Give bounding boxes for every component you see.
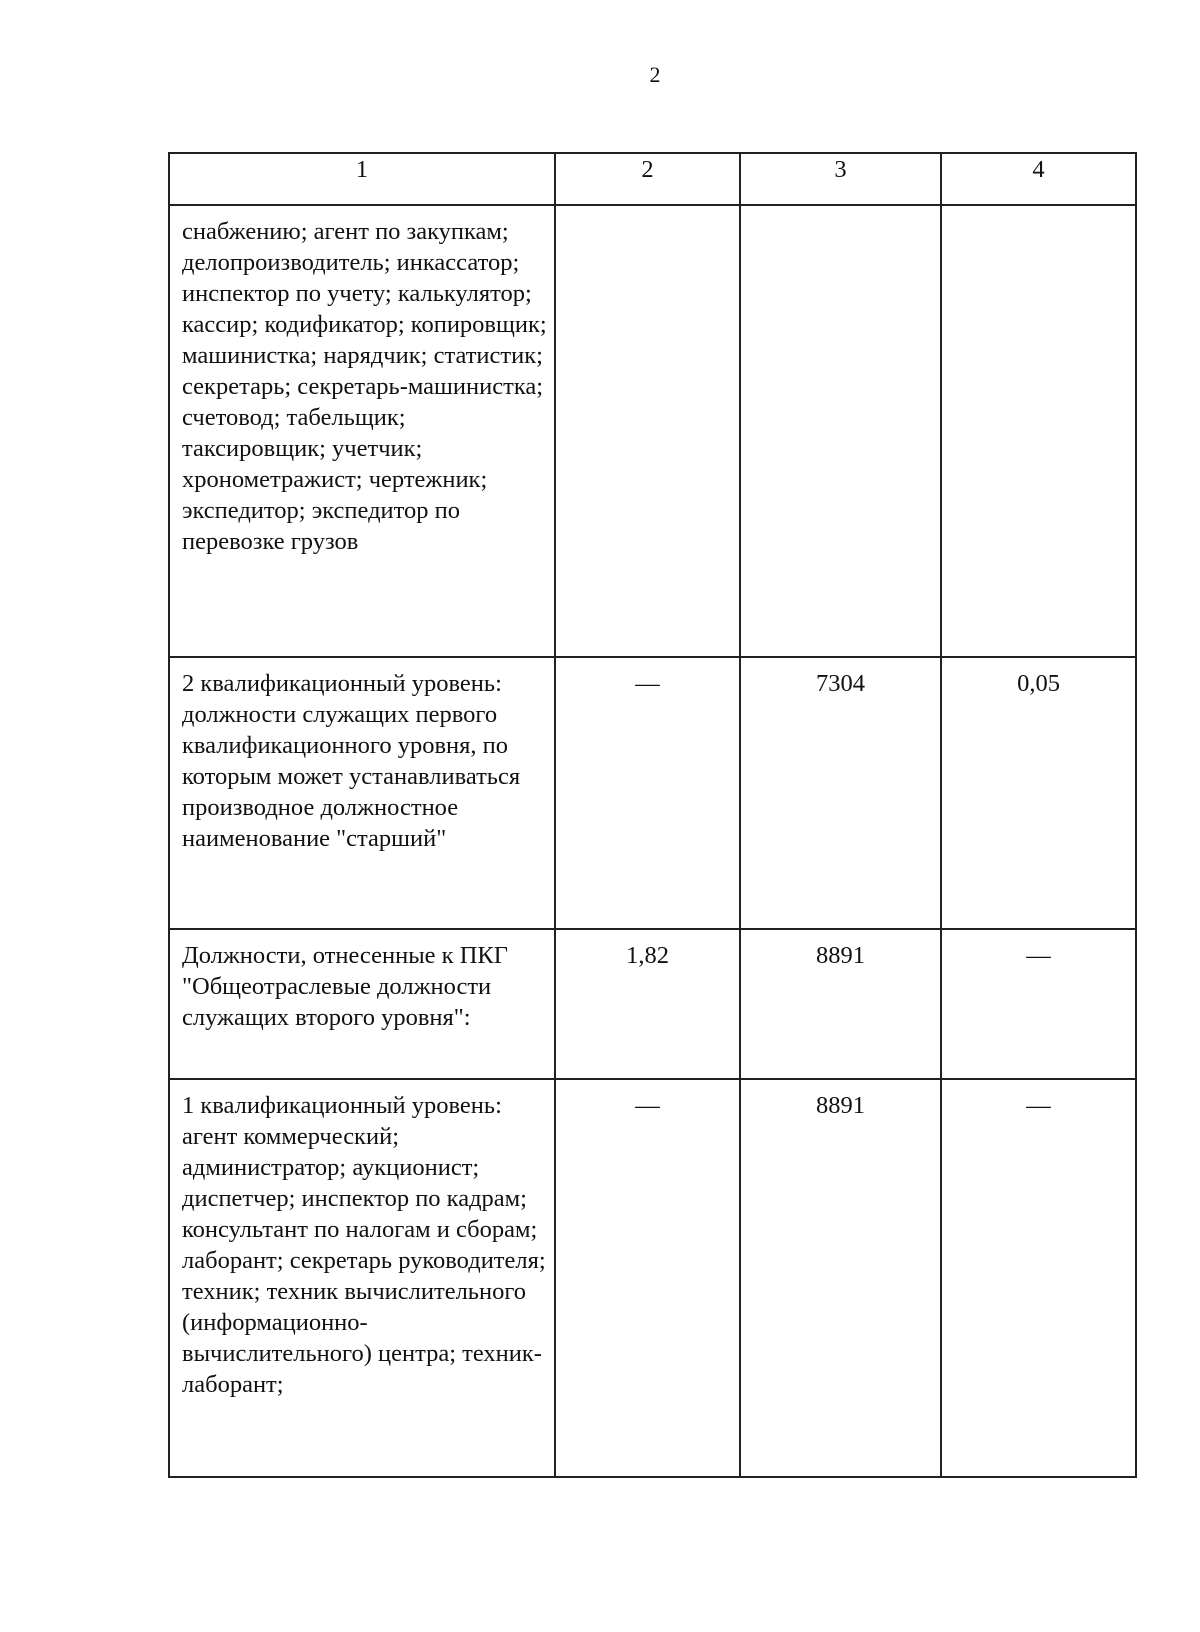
table-row	[169, 1079, 1136, 1477]
increase-coefficient-cell: —	[941, 1079, 1136, 1477]
column-header-2: 2	[555, 153, 740, 205]
table-row	[169, 205, 1136, 657]
column-header-1: 1	[169, 153, 555, 205]
position-description: снабжению; агент по закупкам; делопроизводитель; инкассатор; инспектор по учету; калькулятор; кассир; кодификатор; копировщик; машинистка; нарядчик; статистик; секретарь; секретарь-машинистка; счетовод; табельщик; таксировщик; учетчик; хронометражист; чертежник; экспедитор; экспедитор по перевозке грузов	[169, 205, 555, 657]
coefficient-cell: —	[555, 1079, 740, 1477]
page-number: 2	[649, 62, 661, 87]
column-header-4: 4	[941, 153, 1136, 205]
position-description: Должности, отнесенные к ПКГ "Общеотраслевые должности служащих второго уровня":	[169, 929, 555, 1079]
salary-cell: 7304	[740, 657, 941, 929]
coefficient-cell	[555, 205, 740, 657]
increase-coefficient-cell: 0,05	[941, 657, 1136, 929]
table-header-row	[169, 153, 1136, 205]
salary-cell	[740, 205, 941, 657]
salary-table	[168, 152, 1137, 1478]
salary-cell: 8891	[740, 1079, 941, 1477]
salary-cell: 8891	[740, 929, 941, 1079]
increase-coefficient-cell: —	[941, 929, 1136, 1079]
position-description: 2 квалификационный уровень: должности служащих первого квалификационного уровня, по которым может устанавливаться производное должностное наименование "старший"	[169, 657, 555, 929]
table-row	[169, 657, 1136, 929]
coefficient-cell: —	[555, 657, 740, 929]
column-header-3: 3	[740, 153, 941, 205]
coefficient-cell: 1,82	[555, 929, 740, 1079]
position-description: 1 квалификационный уровень: агент коммерческий; администратор; аукционист; диспетчер; инспектор по кадрам; консультант по налогам и сборам; лаборант; секретарь руководителя; техник; техник вычислительного (информационно-вычислительного) центра; техник-лаборант;	[169, 1079, 555, 1477]
increase-coefficient-cell	[941, 205, 1136, 657]
table-row	[169, 929, 1136, 1079]
